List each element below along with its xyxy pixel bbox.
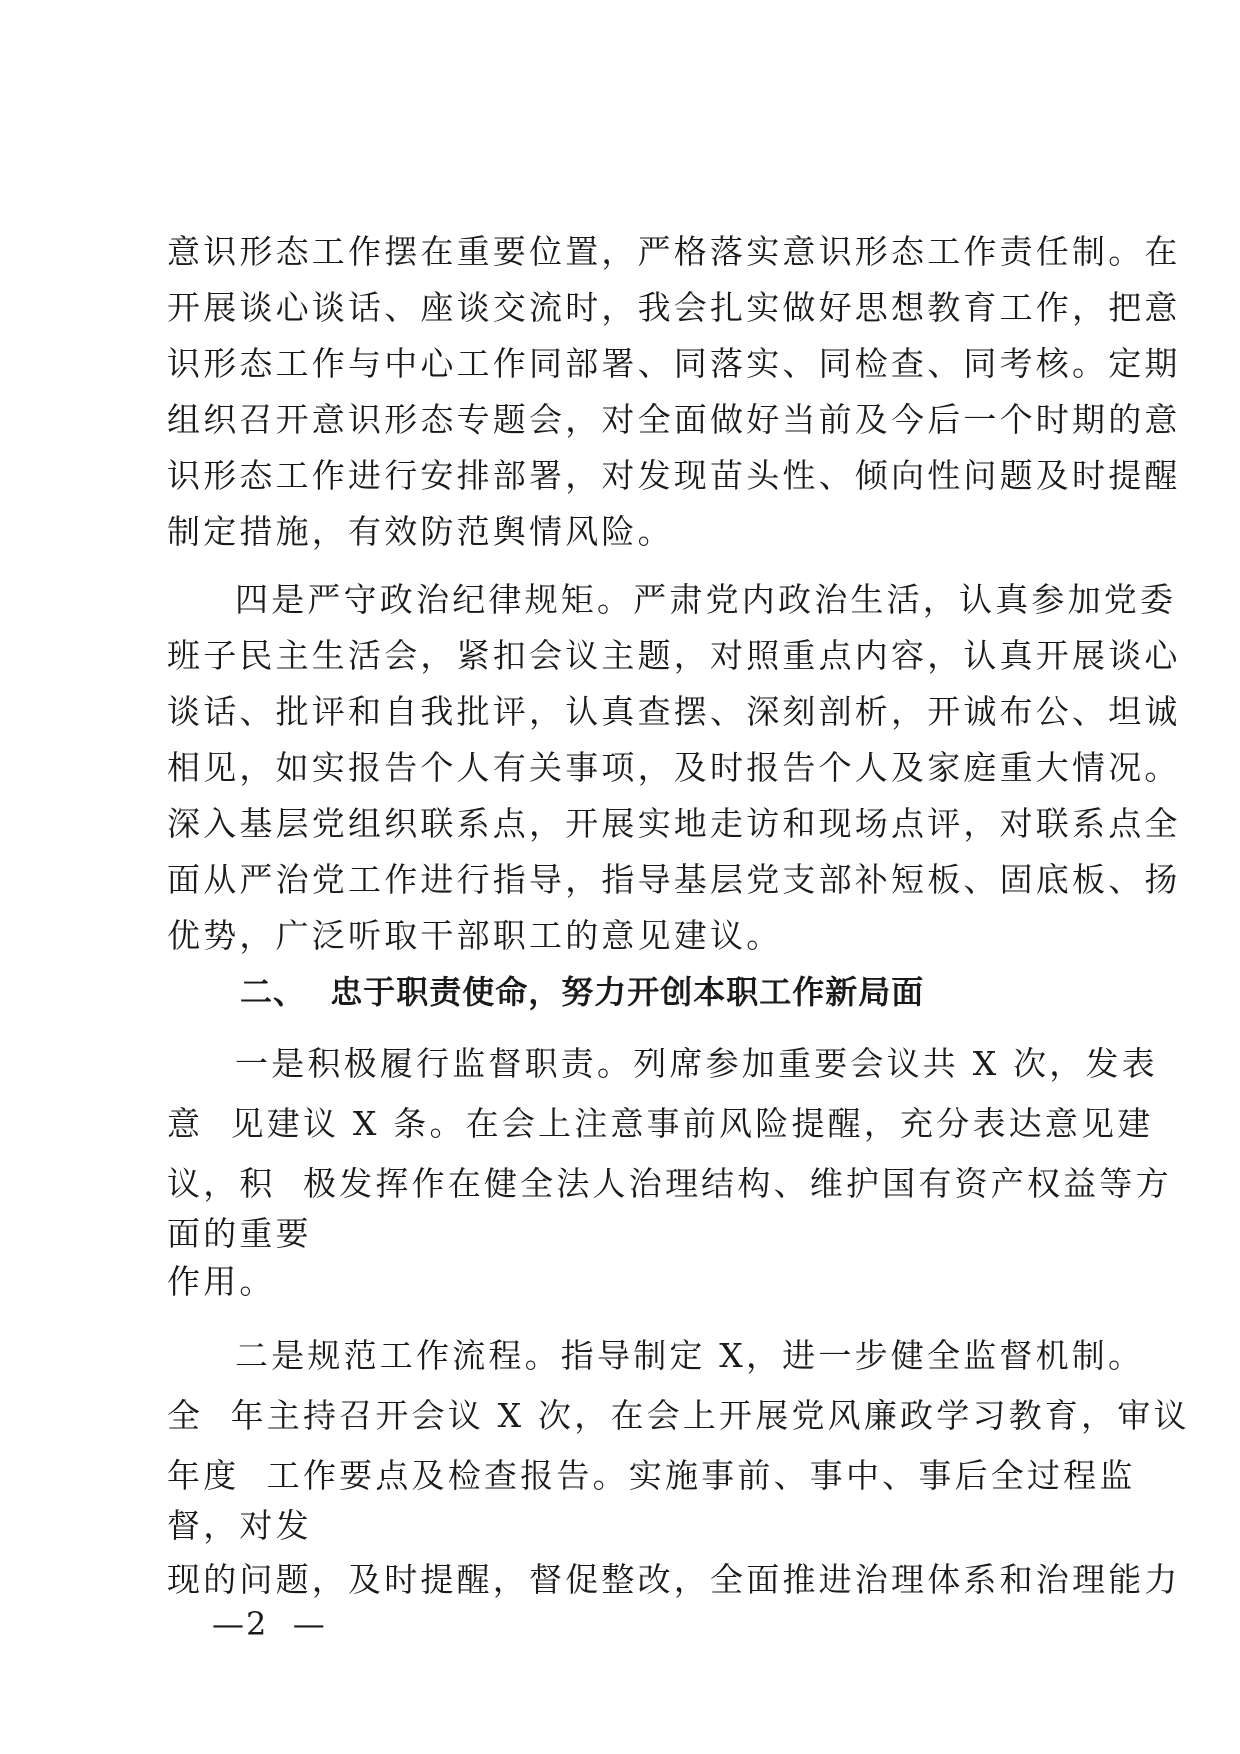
text-line: 年度 工作要点及检查报告。实施事前、事中、事后全过程监: [167, 1456, 1136, 1495]
text-line: 深入基层党组织联系点，开展实地走访和现场点评，对联系点全: [167, 804, 1181, 843]
text-line: 一是积极履行监督职责。列席参加重要会议共 X 次，发表: [235, 1044, 1158, 1083]
text-line: 意 见建议 X 条。在会上注意事前风险提醒，充分表达意见建: [167, 1104, 1154, 1143]
text-line: 四是严守政治纪律规矩。严肃党内政治生活，认真参加党委: [235, 580, 1177, 619]
text-line: 相见，如实报告个人有关事项，及时报告个人及家庭重大情况。: [167, 748, 1181, 787]
text-line: 识形态工作与中心工作同部署、同落实、同检查、同考核。定期: [167, 344, 1181, 383]
text-line: 议，积 极发挥作在健全法人治理结构、维护国有资产权益等方: [167, 1164, 1172, 1203]
text-line: 制定措施，有效防范舆情风险。: [167, 512, 674, 551]
text-line: 组织召开意识形态专题会，对全面做好当前及今后一个时期的意: [167, 400, 1181, 439]
text-line: 全 年主持召开会议 X 次，在会上开展党风廉政学习教育，审议: [167, 1396, 1190, 1435]
text-line: 谈话、批评和自我批评，认真查摆、深刻剖析，开诚布公、坦诚: [167, 692, 1181, 731]
text-line: 开展谈心谈话、座谈交流时，我会扎实做好思想教育工作，把意: [167, 288, 1181, 327]
text-line: 督，对发: [167, 1506, 312, 1545]
section-heading: 二、 忠于职责使命，努力开创本职工作新局面: [240, 973, 925, 1011]
text-line: 优势，广泛听取干部职工的意见建议。: [167, 916, 783, 955]
text-line: 二是规范工作流程。指导制定 X，进一步健全监督机制。: [235, 1336, 1145, 1375]
text-line: 面的重要: [167, 1214, 312, 1253]
text-line: 现的问题，及时提醒，督促整改，全面推进治理体系和治理能力: [167, 1560, 1181, 1599]
text-line: 意识形态工作摆在重要位置，严格落实意识形态工作责任制。在: [167, 232, 1181, 271]
text-line: 识形态工作进行安排部署，对发现苗头性、倾向性问题及时提醒: [167, 456, 1181, 495]
text-line: 班子民主生活会，紧扣会议主题，对照重点内容，认真开展谈心: [167, 636, 1181, 675]
text-line: 作用。: [167, 1262, 276, 1301]
page-number: —2 —: [212, 1605, 327, 1643]
text-line: 面从严治党工作进行指导，指导基层党支部补短板、固底板、扬: [167, 860, 1181, 899]
